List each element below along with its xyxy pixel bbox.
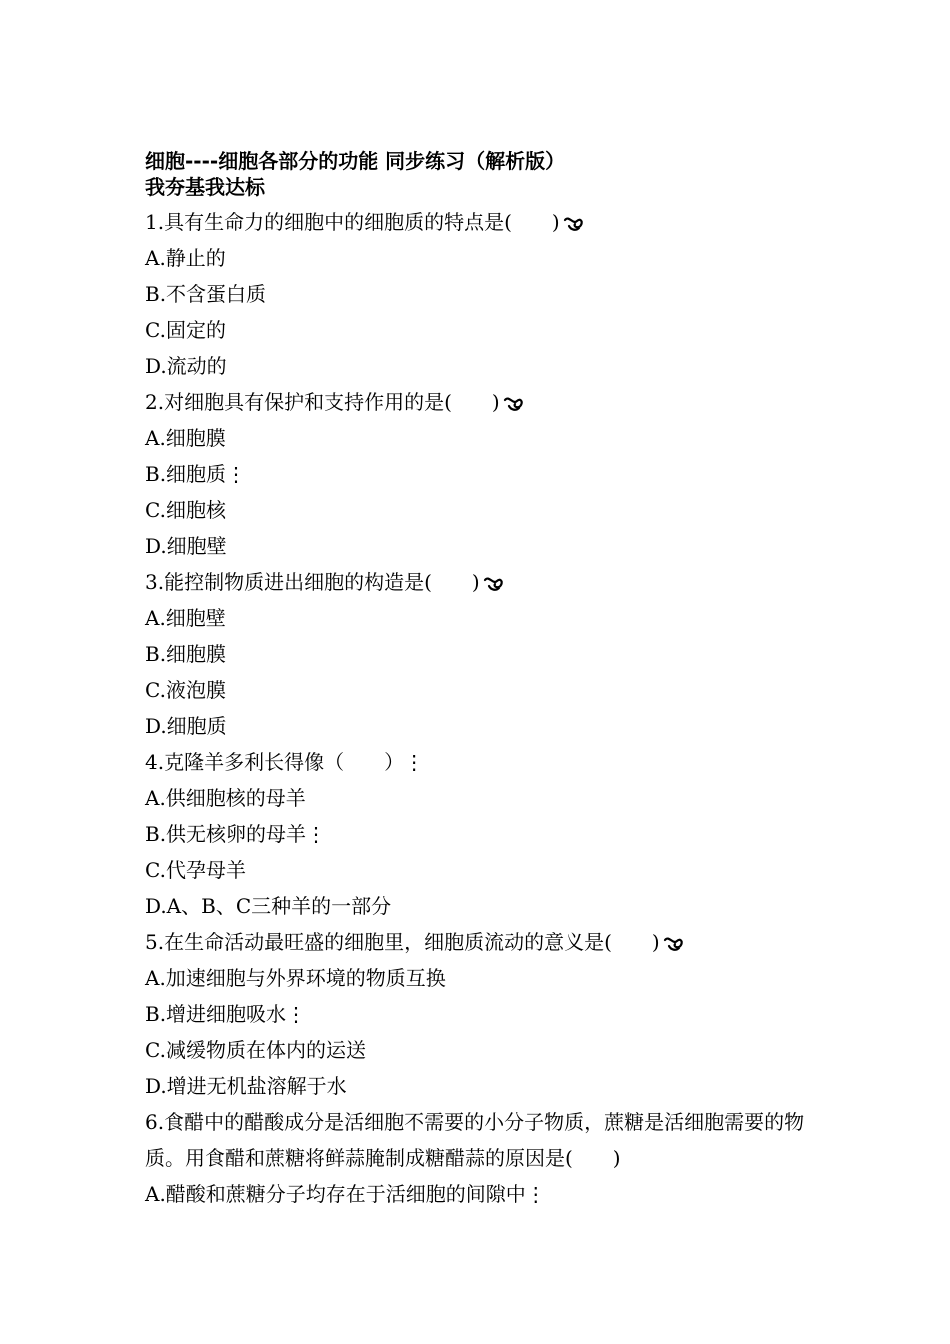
question-4-option-b: B.供无核卵的母羊⋮	[145, 822, 327, 846]
question-2-option-d: D.细胞壁	[145, 534, 227, 558]
question-5-stem: 5.在生命活动最旺盛的细胞里，细胞质流动的意义是( )	[145, 924, 805, 960]
question-3-option-d: D.细胞质	[145, 714, 227, 738]
question-3-option-a: A.细胞壁	[145, 606, 226, 630]
squiggle-mark-icon	[483, 575, 507, 593]
question-4-option-d: D.A、B、C三种羊的一部分	[145, 894, 392, 918]
section-heading: 我夯基我达标	[145, 175, 265, 199]
question-5-option-c: C.减缓物质在体内的运送	[145, 1038, 366, 1062]
question-2-option-c: C.细胞核	[145, 498, 226, 522]
question-4-option-a: A.供细胞核的母羊	[145, 786, 306, 810]
question-1-option-c: C.固定的	[145, 318, 226, 342]
question-2-stem: 2.对细胞具有保护和支持作用的是( )	[145, 384, 805, 420]
question-5-option-a: A.加速细胞与外界环境的物质互换	[145, 966, 446, 990]
question-1-option-b: B.不含蛋白质	[145, 282, 267, 306]
document-title: 细胞----细胞各部分的功能 同步练习（解析版）	[145, 149, 566, 173]
question-1-stem: 1.具有生命力的细胞中的细胞质的特点是( )	[145, 204, 805, 240]
question-3-option-c: C.液泡膜	[145, 678, 226, 702]
question-1-option-a: A.静止的	[145, 246, 226, 270]
question-2-option-b: B.细胞质⋮	[145, 462, 247, 486]
squiggle-mark-icon	[563, 215, 587, 233]
question-3-option-b: B.细胞膜	[145, 642, 227, 666]
question-6-stem: 6.食醋中的醋酸成分是活细胞不需要的小分子物质，蔗糖是活细胞需要的物质。用食醋和蔗糖将鲜蒜腌制成糖醋蒜的原因是( )	[145, 1110, 805, 1170]
question-4-stem: 4.克隆羊多利长得像（ ）⋮	[145, 750, 425, 774]
question-4-option-c: C.代孕母羊	[145, 858, 246, 882]
document-content	[145, 148, 805, 1212]
question-1-option-d: D.流动的	[145, 354, 227, 378]
question-3-stem: 3.能控制物质进出细胞的构造是( )	[145, 564, 805, 600]
question-6-option-a: A.醋酸和蔗糖分子均存在于活细胞的间隙中⋮	[145, 1182, 546, 1206]
question-5-option-b: B.增进细胞吸水⋮	[145, 1002, 307, 1026]
question-2-option-a: A.细胞膜	[145, 426, 226, 450]
squiggle-mark-icon	[663, 935, 687, 953]
question-5-option-d: D.增进无机盐溶解于水	[145, 1074, 347, 1098]
squiggle-mark-icon	[503, 395, 527, 413]
